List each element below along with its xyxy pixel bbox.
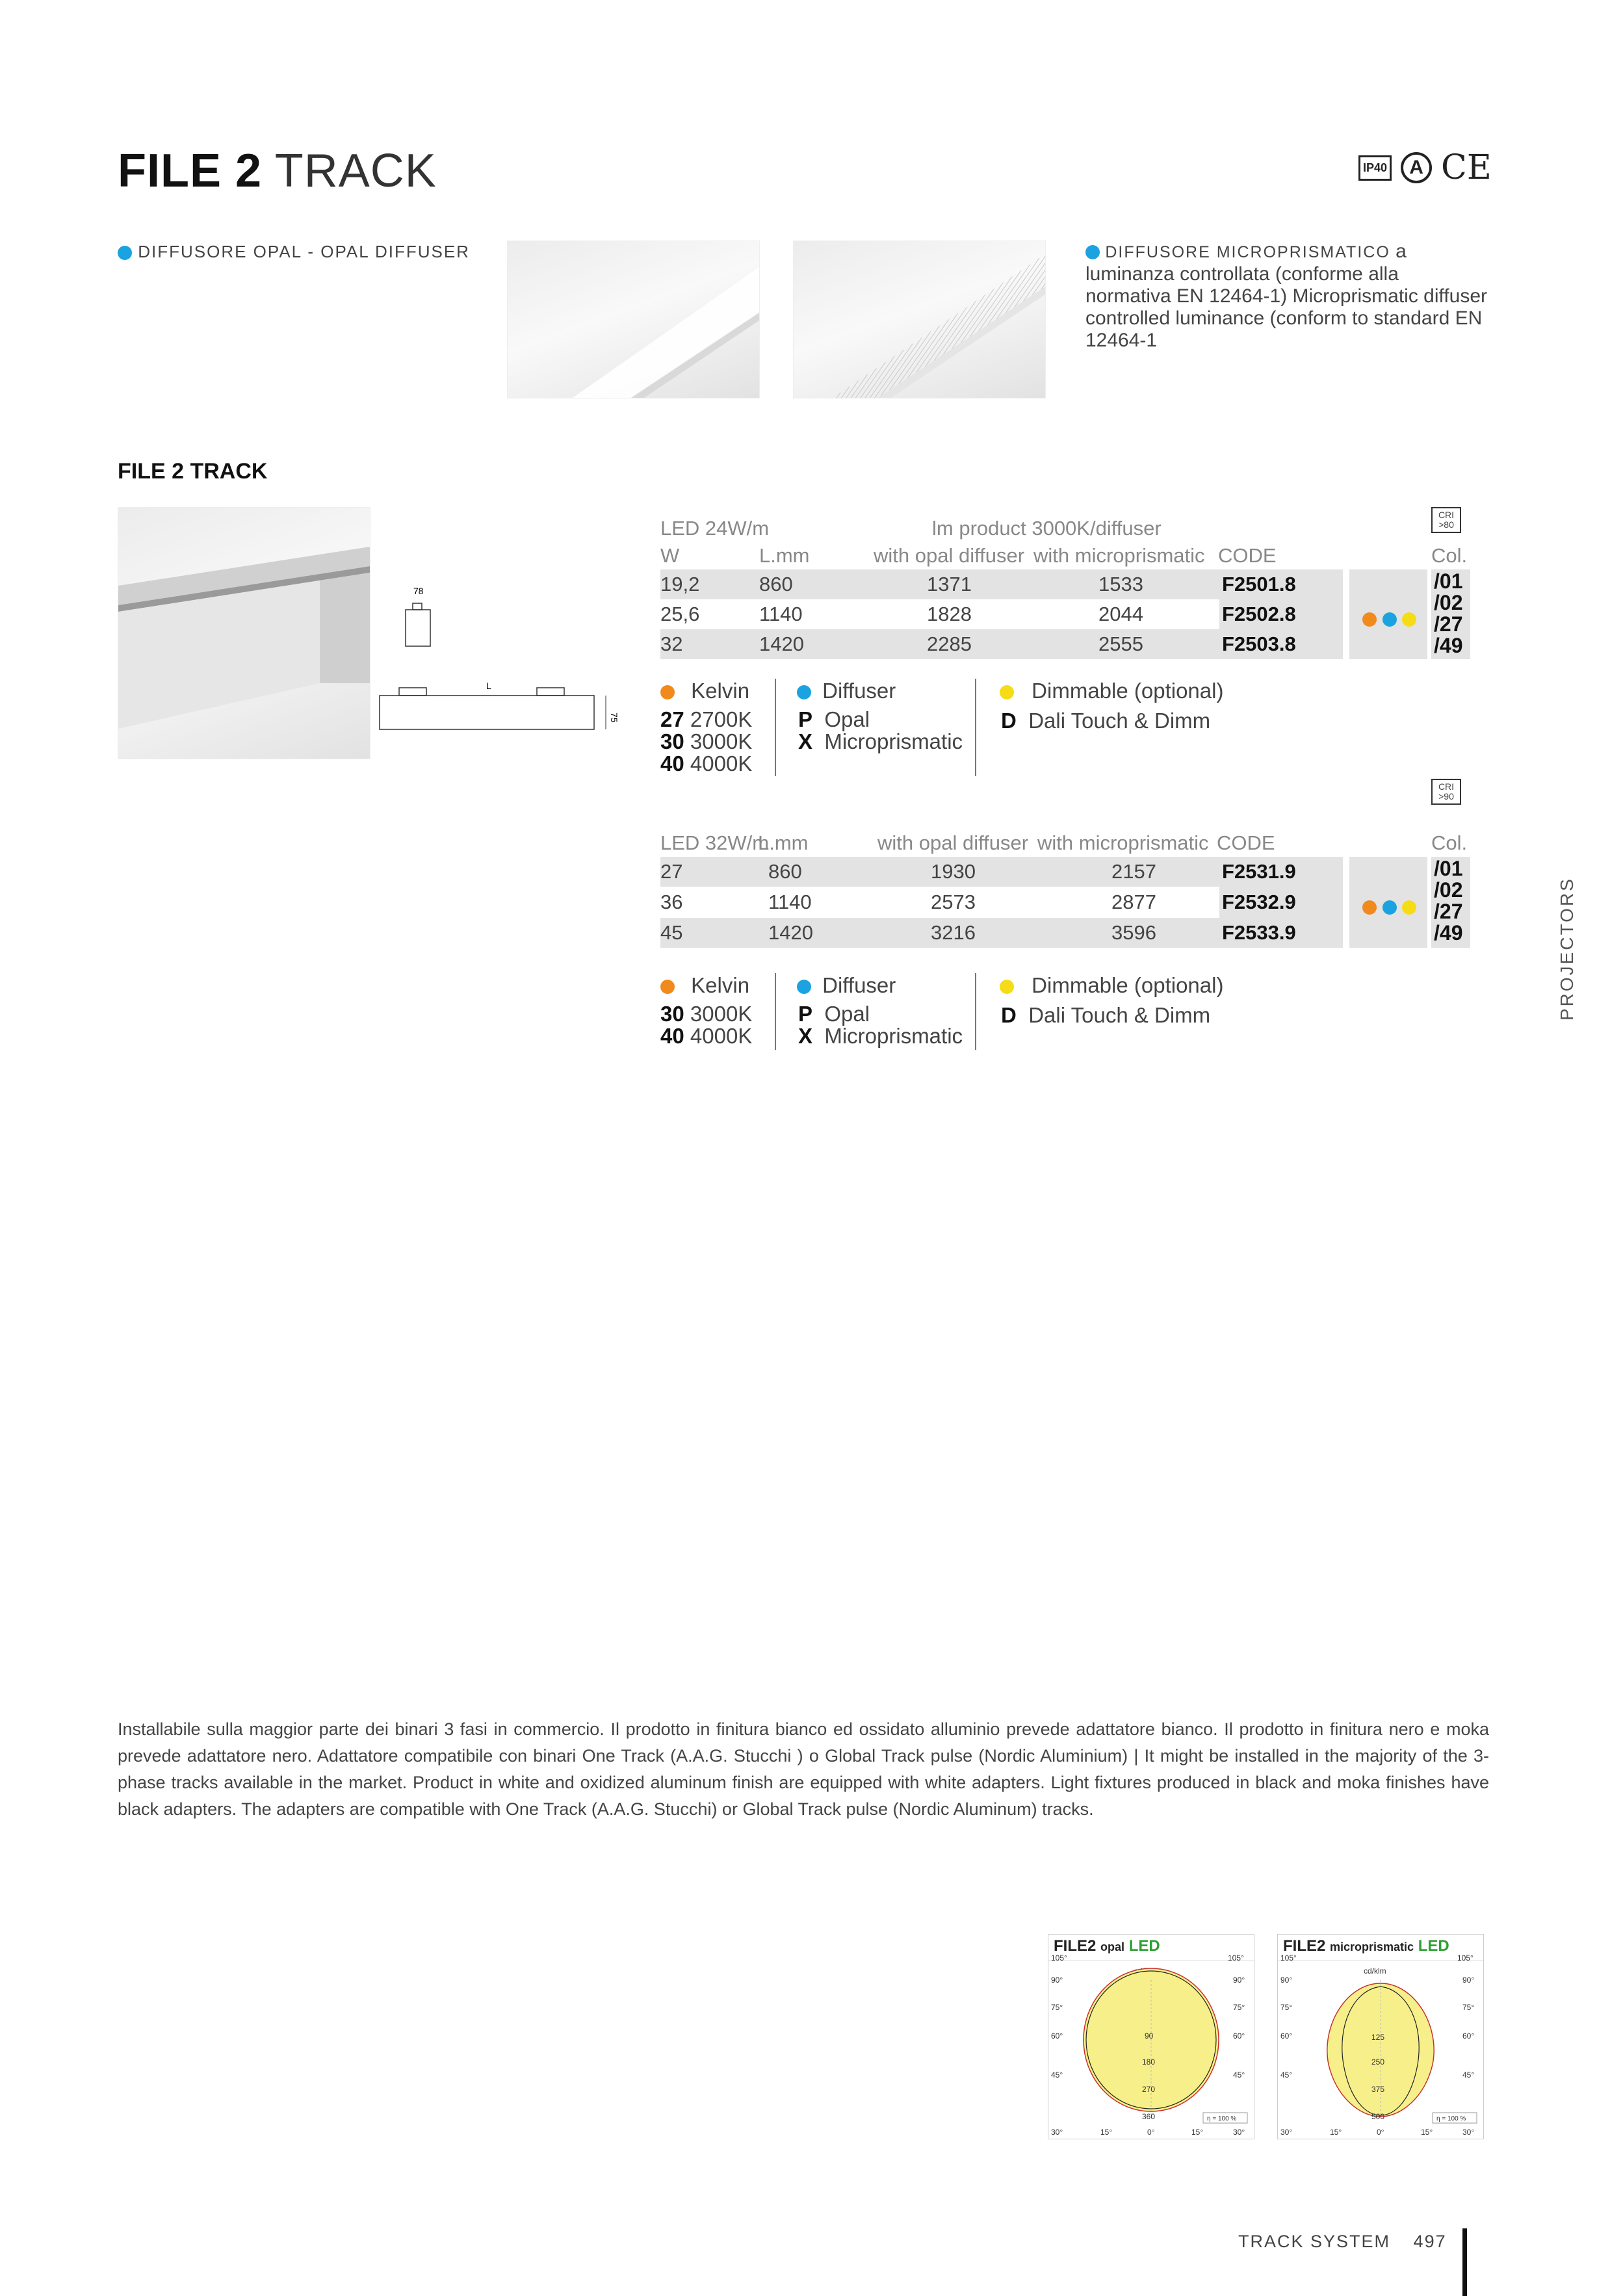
angle-label: 15° [1421,2128,1433,2137]
radial-label: 500 [1371,2112,1385,2121]
section-title: FILE 2 TRACK [118,459,268,484]
header-col: Col. [1431,831,1468,854]
side-tab: PROJECTORS [1557,877,1577,1021]
opal-diffuser-caption: DIFFUSORE OPAL - OPAL DIFFUSER [118,242,470,262]
cri80-badge: CRI >80 [1431,507,1461,533]
radial-label: 375 [1371,2085,1385,2094]
cell-w: 25,6 [660,603,700,625]
title-bold: FILE 2 [118,145,263,197]
kelvin-list: 30 3000K 40 4000K [660,1002,753,1048]
divider [975,679,976,776]
description-paragraph: Installabile sulla maggior parte dei binari 3 fasi in commercio. Il prodotto in finitura bianco ed ossidato alluminio prevede adattatore bianco. Il prodotto in finitura nero e moka prevede adattatore nero. Adattatore compatibile con binari One Track (A.A.G. Stucchi ) o Global Track pulse (Nordic Aluminium) | It might be installed in the majority of the 3-phase tracks available in the market. Product in white and oxidized aluminum finish are equipped with white adapters. Light fixtures produced in black and moka finishes have black adapters. The adapters are compatible with One Track (A.A.G. Stucchi) or Global Track pulse (Nordic Aluminum) tracks. [118,1719,1489,1819]
angle-label: 30° [1233,2128,1245,2137]
angle-label: 15° [1100,2128,1113,2137]
polar-diagram-micro [1278,1954,1483,2139]
yellow-dot-icon [1402,612,1416,627]
angle-label: 15° [1191,2128,1204,2137]
opal-dot-icon [118,246,132,260]
cell-opal: 1371 [927,573,972,595]
angle-label: 30° [1462,2128,1475,2137]
radial-label: 360 [1142,2112,1156,2121]
divider [775,973,776,1050]
footer [1238,2232,1447,2252]
cell-code: F2531.9 [1222,860,1296,883]
photometry-opal [1048,1934,1254,2139]
cell-l: 1140 [768,891,812,913]
photometry-microprismatic [1277,1934,1484,2139]
cell-opal: 2285 [927,633,972,655]
cell-l: 1140 [759,603,803,625]
energy-a-icon: A [1401,152,1432,183]
micro-diffuser-image [794,241,1045,398]
color-dots [1362,894,1416,918]
orange-dot-icon [1362,612,1377,627]
angle-label: 0° [1147,2128,1155,2137]
cell-micro: 2157 [1111,860,1156,883]
micro-dot-icon [1085,245,1100,259]
cri90-badge: CRI >90 [1431,779,1461,805]
cell-w: 45 [660,921,683,944]
radial-label: 250 [1371,2057,1385,2067]
title-light: TRACK [274,145,437,197]
divider [775,679,776,776]
cell-l: 860 [759,573,793,595]
header-code: CODE [1217,831,1275,854]
kelvin-title: Kelvin [660,973,749,998]
angle-label: 105° [1051,1954,1067,1963]
footer-bar [1462,2228,1467,2296]
cell-w: 19,2 [660,573,700,595]
angle-label: 105° [1228,1954,1244,1963]
cell-l: 1420 [759,633,804,655]
diffuser-dot-icon [797,685,811,699]
cell-code: F2503.8 [1222,633,1296,655]
header-code: CODE [1218,544,1277,567]
kelvin-dot-icon [660,685,675,699]
angle-label: 45° [1233,2070,1245,2080]
blue-dot-icon [1383,900,1397,915]
ce-mark-icon: CE [1441,148,1492,187]
height-label: 75 [609,712,619,723]
legend-32w [660,973,1375,1058]
kelvin-title: Kelvin [660,679,749,703]
angle-label: 105° [1457,1954,1474,1963]
header-micro: with microprismatic [1037,831,1209,854]
header-lm: lm product 3000K/diffuser [932,517,1162,540]
blue-dot-icon [1383,612,1397,627]
legend-24w [660,679,1375,783]
angle-label: 30° [1051,2128,1063,2137]
radial-label: 270 [1142,2085,1156,2094]
radial-label: 180 [1142,2057,1156,2067]
cell-l: 860 [768,860,802,883]
certification-badges [1358,148,1492,187]
cell-opal: 1828 [927,603,972,625]
table-24w [660,507,1492,663]
diffuser-list: P Opal X Microprismatic [798,707,963,753]
diffuser-list: P Opal X Microprismatic [798,1002,963,1048]
efficiency-label: η = 100 % [1436,2115,1466,2122]
cell-w: 32 [660,633,683,655]
header-length: L.mm [759,544,810,567]
photometry-title: FILE2 microprismatic LED [1283,1937,1449,1955]
cell-w: 27 [660,860,683,883]
header-opal: with opal diffuser [877,831,1029,854]
angle-label: 60° [1051,2031,1063,2041]
angle-label: 75° [1051,2003,1063,2012]
cell-micro: 2555 [1098,633,1143,655]
cell-micro: 3596 [1111,921,1156,944]
header-led: LED 32W/m [660,831,770,854]
color-dots [1362,607,1416,630]
cell-micro: 1533 [1098,573,1143,595]
unit-label: cd/klm [1364,1966,1386,1976]
efficiency-label: η = 100 % [1207,2115,1237,2122]
photometry-title: FILE2 opal LED [1054,1937,1160,1955]
divider [975,973,976,1050]
cell-code: F2533.9 [1222,921,1296,944]
cell-code: F2502.8 [1222,603,1296,625]
header-micro: with microprismatic [1033,544,1205,567]
color-codes: /01 /02 /27 /49 [1434,857,1463,945]
technical-drawing [377,579,650,748]
dimmable-title: Dimmable (optional) [1000,973,1223,998]
page-number: 497 [1413,2232,1447,2251]
cell-micro: 2044 [1098,603,1143,625]
kelvin-list: 27 2700K 30 3000K 40 4000K [660,707,753,776]
header-opal: with opal diffuser [874,544,1025,567]
header-w: W [660,544,680,567]
dimmable-list: D Dali Touch & Dimm [1001,709,1211,733]
width-label: 78 [413,586,424,596]
cell-micro: 2877 [1111,891,1156,913]
cell-opal: 3216 [931,921,976,944]
track-light-image [118,508,370,759]
angle-label: 75° [1233,2003,1245,2012]
angle-label: 90° [1051,1976,1063,1985]
dimension-drawing [377,579,650,748]
cell-l: 1420 [768,921,813,944]
opal-diffuser-photo [507,241,760,398]
header-led: LED 24W/m [660,517,770,540]
angle-label: 105° [1280,1954,1297,1963]
angle-label: 30° [1280,2128,1293,2137]
diffuser-title: Diffuser [797,679,896,703]
micro-diffuser-caption: DIFFUSORE MICROPRISMATICO a luminanza controllata (conforme alla normativa EN 12464-1) Microprismatic diffuser controlled luminance (conform to standard EN 12464-1 [1085,241,1488,351]
micro-diffuser-photo [793,241,1046,398]
dimmable-list: D Dali Touch & Dimm [1001,1003,1211,1027]
diffuser-title: Diffuser [797,973,896,998]
table-32w [660,779,1492,954]
radial-label: 125 [1371,2033,1385,2042]
cell-opal: 2573 [931,891,976,913]
yellow-dot-icon [1402,900,1416,915]
cell-code: F2501.8 [1222,573,1296,595]
orange-dot-icon [1362,900,1377,915]
dimmable-dot-icon [1000,980,1014,994]
header-length: L.mm [758,831,809,854]
cell-w: 36 [660,891,683,913]
page-title [118,144,437,198]
cell-opal: 1930 [931,860,976,883]
ip40-icon: IP40 [1358,155,1392,181]
diffuser-dot-icon [797,980,811,994]
angle-label: 60° [1233,2031,1245,2041]
opal-diffuser-image [508,241,759,398]
product-photo [118,507,370,759]
header-col: Col. [1431,544,1468,567]
color-codes: /01 /02 /27 /49 [1434,569,1463,657]
cell-code: F2532.9 [1222,891,1296,913]
kelvin-dot-icon [660,980,675,994]
angle-label: 90° [1280,1976,1293,1985]
radial-label: 90 [1145,2031,1154,2041]
angle-label: 45° [1051,2070,1063,2080]
angle-label: 15° [1330,2128,1342,2137]
angle-label: 0° [1377,2128,1384,2137]
angle-label: 75° [1462,2003,1475,2012]
angle-label: 90° [1233,1976,1245,1985]
angle-label: 75° [1280,2003,1293,2012]
dimmable-title: Dimmable (optional) [1000,679,1223,703]
angle-label: 60° [1280,2031,1293,2041]
micro-distribution-curve [1327,1983,1434,2117]
length-label: L [486,681,491,691]
angle-label: 45° [1462,2070,1475,2080]
polar-diagram-opal [1048,1954,1254,2139]
angle-label: 45° [1280,2070,1293,2080]
angle-label: 90° [1462,1976,1475,1985]
dimmable-dot-icon [1000,685,1014,699]
angle-label: 60° [1462,2031,1475,2041]
footer-section: TRACK SYSTEM [1238,2232,1391,2251]
